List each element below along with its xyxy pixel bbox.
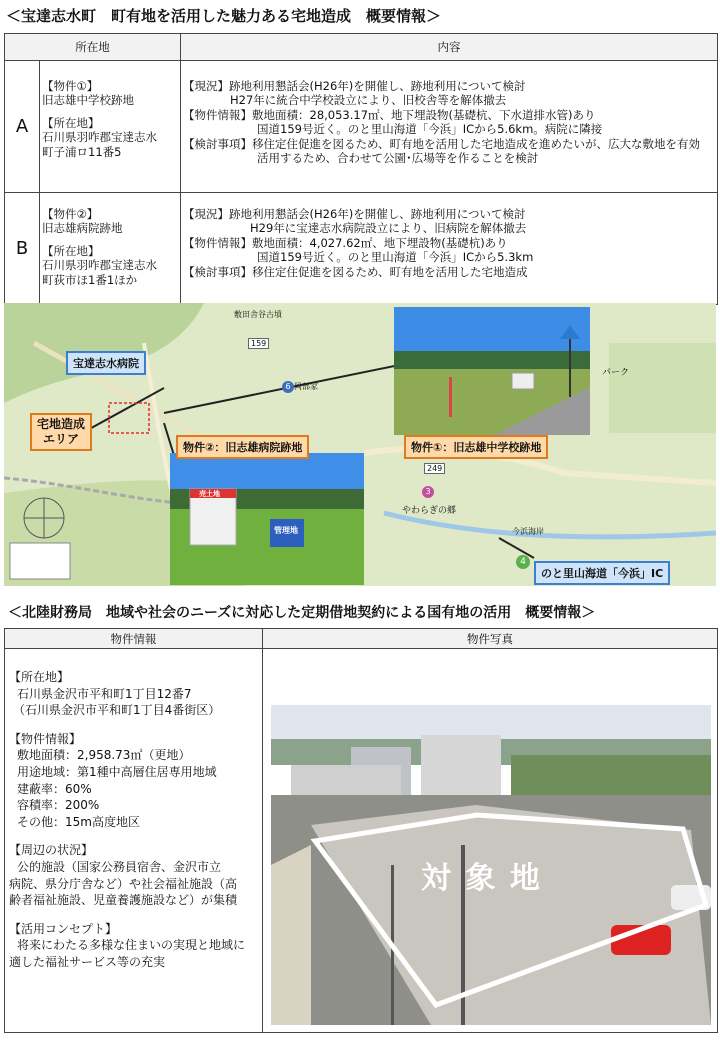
map-number: 4 bbox=[516, 555, 530, 569]
managed-sign: 管理地 bbox=[274, 526, 298, 535]
header-location: 所在地 bbox=[5, 34, 181, 61]
row-letter: A bbox=[5, 61, 40, 193]
target-site-label: 対 象 地 bbox=[421, 861, 542, 896]
map-number: 6 bbox=[282, 381, 294, 393]
map-number: 3 bbox=[422, 486, 434, 498]
photo-cell bbox=[263, 649, 718, 1033]
hospital-label: 宝達志水病院 bbox=[66, 351, 146, 375]
map-text: 敷田舎谷古墳 bbox=[234, 310, 282, 319]
property2-label: 物件②：旧志雄病院跡地 bbox=[176, 435, 309, 459]
route-marker: 159 bbox=[248, 338, 269, 349]
header-content: 内容 bbox=[181, 34, 718, 61]
header-photo: 物件写真 bbox=[263, 629, 718, 649]
section1-title: ＜宝達志水町 町有地を活用した魅力ある宅地造成 概要情報＞ bbox=[6, 7, 442, 25]
ic-label: のと里山海道「今浜」IC bbox=[534, 561, 670, 585]
sale-sign: 売土地 bbox=[199, 490, 220, 498]
map-text: 岡部家 bbox=[294, 382, 318, 391]
site-photo bbox=[271, 705, 711, 1025]
map-text: 今浜海岸 bbox=[512, 527, 544, 536]
map-text: やわらぎの郷 bbox=[402, 506, 457, 516]
area-map bbox=[4, 303, 716, 586]
content-cell: 【現況】跡地利用懇話会(H26年)を開催し、跡地利用について検討 H27年に統合中学校設立により、旧校舎等を解体撤去 【物件情報】敷地面積：28,053.17㎡、地下埋設物(基礎杭、下水道排水管)あり 国道159号近く。のと里山海道「今浜」ICから5.6km。病院に隣接 【検討事項】移住定住促進を図るため、町有地を活用した宅地造成を進めたいが、広大な敷地を有効 活用するため、合わせて公園･広場等を作ることを検討 bbox=[181, 61, 718, 193]
info-cell: 【所在地】 石川県金沢市平和町1丁目12番7 （石川県金沢市平和町1丁目4番街区） 【物件情報】 敷地面積：2,958.73㎡（更地） 用途地域：第1種中高層住居専用地域 建蔽率：60% 容積率：200% その他：15m高度地区 【周辺の状況】 公的施設（国家公務員宿舎、金沢市立 病院、県分庁舎など）や社会福祉施設（高 齢者福祉施設、児童養護施設など）が集積 【活用コンセプト】 将来にわたる多様な住まいの実現と地域に 適した福祉サービス等の充実 bbox=[5, 649, 263, 1033]
location-cell: 【物件①】 旧志雄中学校跡地 【所在地】 石川県羽咋郡宝達志水 町子浦ロ11番5 bbox=[40, 61, 181, 193]
property-table bbox=[4, 33, 718, 305]
row-letter: B bbox=[5, 193, 40, 305]
map-text: パーク bbox=[602, 368, 630, 378]
property2-photo bbox=[170, 453, 364, 585]
development-area-label: 宅地造成 エリア bbox=[30, 413, 92, 451]
table-row bbox=[5, 61, 718, 193]
content-cell: 【現況】跡地利用懇話会(H26年)を開催し、跡地利用について検討 H29年に宝達志水病院設立により、旧病院を解体撤去 【物件情報】敷地面積：4,027.62㎡、地下埋設物(基礎杭)あり 国道159号近く。のと里山海道「今浜」ICから5.3km 【検討事項】移住定住促進を図るため、町有地を活用した宅地造成 bbox=[181, 193, 718, 305]
table-row bbox=[5, 193, 718, 305]
location-cell: 【物件②】 旧志雄病院跡地 【所在地】 石川県羽咋郡宝達志水 町荻市ほ1番1ほか bbox=[40, 193, 181, 305]
route-marker: 249 bbox=[424, 463, 445, 474]
property1-photo bbox=[394, 307, 590, 435]
section2-title: ＜北陸財務局 地域や社会のニーズに対応した定期借地契約による国有地の活用 概要情報＞ bbox=[8, 605, 596, 621]
property1-label: 物件①：旧志雄中学校跡地 bbox=[404, 435, 548, 459]
national-land-table bbox=[4, 628, 718, 1033]
header-info: 物件情報 bbox=[5, 629, 263, 649]
